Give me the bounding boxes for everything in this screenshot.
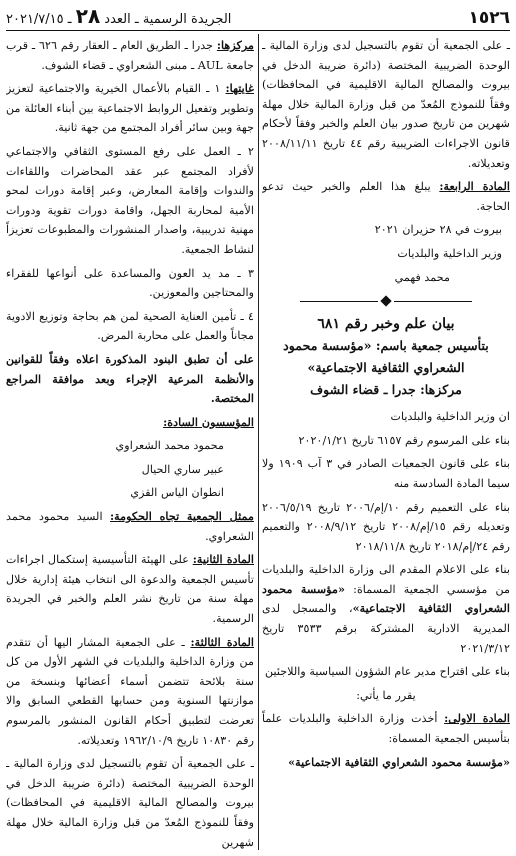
goal-three: ٣ ـ مد يد العون والمساعدة على أنواعها للفقراء والمحتاجين والمعوزين. xyxy=(6,266,254,300)
notice-number: بيان علم وخبر رقم ٦٨١ xyxy=(317,316,455,333)
notice-subject: بتأسيس جمعية باسم: «مؤسسة محمود الشعراوي الثقافية الاجتماعية» xyxy=(283,338,489,376)
decision-intro: يقرر ما يأتي: xyxy=(356,688,416,702)
article-three-label: المادة الثالثة: xyxy=(190,634,254,649)
section-separator xyxy=(262,297,510,305)
diamond-icon xyxy=(380,295,391,306)
representative-name: السيد محمود محمد الشعراوي. xyxy=(6,510,254,543)
article-four xyxy=(262,177,510,216)
article-three-tax: ـ على الجمعية أن تقوم بالتسجيل لدى وزارة المالية ـ الوحدة الضريبية المختصة (دائرة ضريبة الدخل في بيروت والمصالح المالية الاقليمية في المحافظات) وفقاً للنموذج المُعدّ من قبل وزارة المالية خلال مهلة شهرين xyxy=(6,757,254,849)
notice-title xyxy=(262,313,510,401)
article-one xyxy=(262,709,510,748)
tax-registration-paragraph: ـ على الجمعية أن تقوم بالتسجيل لدى وزارة المالية ـ الوحدة الضريبية المختصة (دائرة ضريبة الدخل في بيروت والمصالح المالية الاقليمية في المحافظات) وفقاً للنموذج المُعدّ من قبل وزارة المالية خلال مهلة شهرين من تاريخ صدور بيان العلم والخبر وفقاً لأحكام قانون الاجراءات الضريبية رقم ٤٤ تاريخ ٢٠٠٨/١١/١١ وتعديلاته. xyxy=(262,39,510,170)
article-three: المادة الثالثة: ـ على الجمعية المشار اليها أن تتقدم من وزارة الداخلية والبلديات في الشهر الأول من كل سنة بلائحة تتضمن أسماء أعضائها وبنسخة من موازنتها السنوية ومن حسابها القطعي السابق والا تعرضت لتطبيق أحكام القانون المنشور بالمرسوم رقم ١٠٨٣٠ تاريخ ١٩٦٢/١٠/٩ وتعديلاته. xyxy=(6,634,254,747)
article-two: المادة الثانية: على الهيئة التأسيسية إستكمال اجراءات تأسيس الجمعية والدعوة الى انتخاب هيئة إدارية خلال مهلة سنة من تاريخ نشر العلم والخبر في الجريدة الرسمية. xyxy=(6,552,254,626)
founder-item: محمود محمد الشعراوي xyxy=(115,439,224,453)
signature-name: محمد فهمي xyxy=(394,270,450,284)
article-four-text: يبلغ هذا العلم والخبر حيث تدعو الحاجة. xyxy=(262,180,510,213)
page-number: ١٥٢٦ xyxy=(468,8,510,28)
basis-decree: بناء على المرسوم رقم ٦١٥٧ تاريخ ٢٠٢٠/١/٢١ xyxy=(298,433,510,447)
minister-intro: ان وزير الداخلية والبلديات xyxy=(390,410,510,424)
condition-clause: على أن تطبق البنود المذكورة اعلاه وفقاً للقوانين والأنظمة المرعية الإجراء وبعد موافقة المراجع المختصة. xyxy=(6,351,254,406)
headquarters xyxy=(6,36,254,75)
right-column xyxy=(262,36,510,852)
association-name: «مؤسسة محمود الشعراوي الثقافية الاجتماعية» xyxy=(262,581,510,616)
article-one-text: أخذت وزارة الداخلية والبلديات علماً بتأسيس الجمعية المسماة: xyxy=(262,712,510,746)
basis-associations-law: بناء على قانون الجمعيات الصادر في ٣ آب ١٩٠٩ ولا سيما المادة السادسة منه xyxy=(262,457,510,490)
signature-date: بيروت في ٢٨ حزيران ٢٠٢١ xyxy=(374,223,502,237)
gazette-name: الجريدة الرسمية ـ العدد xyxy=(104,12,232,27)
goal-two: ٢ ـ العمل على رفع المستوى الثقافي والاجتماعي لأفراد المجتمع عبر عقد المحاضرات واللقاءات والندوات وإقامة المعارض، وعبر إقامة دورات لمحو الأمية لمحاربة الجهل، واقامة دورات تقوية ودورات مهنية تدريبية، واصدار المنشورات والمطبوعات تعزيزاً لنشاط الجمعية. xyxy=(6,144,254,256)
basis-proposal: بناء على اقتراح مدير عام الشؤون السياسية واللاجئين xyxy=(265,665,510,679)
article-one-label: المادة الاولى: xyxy=(444,711,510,726)
goals-label: غايتها: xyxy=(225,81,254,96)
issue-date: ـ ٢٠٢١/٧/١٥ xyxy=(6,12,72,27)
left-column xyxy=(6,36,254,852)
founders-label: المؤسسون السادة: xyxy=(163,414,254,429)
basis-circulars: بناء على التعميم رقم ١٠/إم/٢٠٠٦ تاريخ ٢٠٠٦/٥/١٩ وتعديله رقم ١٥/إم/٢٠٠٨ تاريخ ٢٠٠٨/٩/١٢ والتعميم رقم ٢٤/إم/٢٠١٨ تاريخ ٢٠١٨/١١/٨ xyxy=(262,500,510,553)
article-two-label: المادة الثانية: xyxy=(192,552,254,567)
page-header xyxy=(6,4,510,31)
gazette-title xyxy=(6,4,231,28)
headquarters-label: مركزها: xyxy=(216,38,254,52)
column-divider xyxy=(258,34,259,850)
representative-label: ممثل الجمعية تجاه الحكومة: xyxy=(110,509,254,524)
goal-one: غايتها: ١ ـ القيام بالأعمال الخيرية والاجتماعية لتعزيز وتطوير وتفعيل الروابط الاجتماعية بين أبناء العائلة من جهة وبين سائر أفراد المجتمع من جهة ثانية. xyxy=(6,81,254,135)
signature-title: وزير الداخلية والبلديات xyxy=(397,246,502,260)
government-representative xyxy=(6,507,254,546)
issue-number: ٢٨ xyxy=(75,4,101,28)
basis-notification: بناء على الاعلام المقدم الى وزارة الداخلية والبلديات من مؤسسي الجمعية المسماة: «مؤسسة محمود الشعراوي الثقافية الاجتماعية»، والمسجل لدى المديرية الادارية المشتركة برقم ٣٥٣٣ تاريخ ٢٠٢١/٣/١٢ xyxy=(262,563,510,655)
article-one-association-name: «مؤسسة محمود الشعراوي الثقافية الاجتماعية» xyxy=(288,754,510,769)
founder-item: عبير ساري الحيال xyxy=(141,462,224,476)
goal-four: ٤ ـ تأمين العناية الصحية لمن هم بحاجة وتوزيع الادوية مجاناً والعمل على محاربة المرض. xyxy=(6,309,254,343)
notice-headquarters: مركزها: جدرا ـ قضاء الشوف xyxy=(310,382,462,398)
article-four-label: المادة الرابعة: xyxy=(439,179,510,194)
headquarters-text: جدرا ـ الطريق العام ـ العقار رقم ٦٢٦ ـ قرب جامعة AUL ـ مبنى الشعراوي ـ قضاء الشوف. xyxy=(6,39,254,72)
founder-item: انطوان الياس القزي xyxy=(130,486,224,500)
